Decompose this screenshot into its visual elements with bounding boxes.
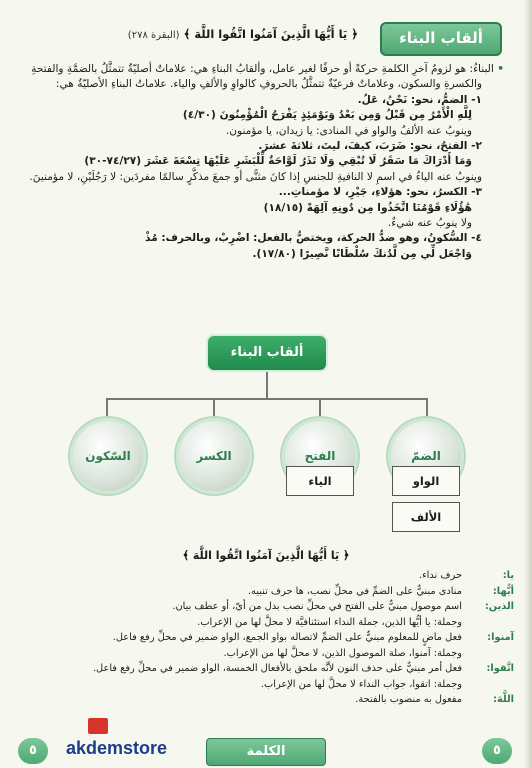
item-1-note: وينوبُ عنه الألفُ والواو في المنادى: يا زيدان، يا مؤمنون. (225, 124, 472, 137)
verse-repeat: ﴿ يَا أَيُّهَا الَّذِينَ آمَنُوا اتَّقُوا اللَّهَ ﴾ (182, 549, 350, 562)
item-3: ٣- الكسرُ، نحو: هؤلاءِ، جَيْرِ، لا مؤمناتِ... (278, 186, 482, 199)
connector (266, 372, 268, 398)
page-number-right: ٥ (482, 738, 512, 764)
branch-fath: الفتح (282, 418, 358, 494)
item-4-quran: وَاجْعَل لِّي مِن لَّدُنكَ سُلْطَانًا نَّصِيرًا (١٧/٨٠). (252, 247, 472, 260)
diagram-root: ألقاب البناء (208, 336, 326, 370)
section-title: ألقاب البناء (380, 22, 502, 56)
i3rab-row: وجملة: يا أيُّها الذين، جملة النداء استئنافيَّة لا محلَّ لها من الإعراب. (197, 616, 462, 628)
store-logo-icon (88, 718, 108, 734)
i3rab-row: الذين: اسم موصول مبنيٌّ على الفتح في محلِّ نصب بدل من أيّ، أو عطف بيان. (172, 601, 514, 612)
footer-label: الكلمة (206, 738, 326, 766)
item-2-note: وينوبُ عنه الياءُ في اسمِ لا النافيةِ للجنسِ إذا كانَ مثنًّى أو جمعَ مذكَّرٍ سالمًا مفردَين: لا رَجُلَيْنِ، لا مؤمنينَ. (29, 170, 482, 183)
connector (426, 398, 428, 418)
verse-text: ﴿ يَا أَيُّهَا الَّذِينَ آمَنُوا اتَّقُوا اللَّهَ ﴾ (183, 27, 358, 41)
page-footer (0, 736, 532, 764)
bullet-icon: • (497, 63, 504, 75)
connector (106, 398, 428, 400)
i3rab-row: اتَّقوا: فعل أمر مبنيٌّ على حذف النون لأنَّه ملحق بالأفعال الخمسة، الواو ضمير في محلِّ رفع فاعل. (92, 663, 514, 674)
item-1-quran: لِلَّهِ الْأَمْرُ مِن قَبْلُ وَمِن بَعْدُ وَيَوْمَئِذٍ يَفْرَحُ الْمُؤْمِنُونَ (٤/٣٠) (182, 109, 472, 122)
connector (213, 398, 215, 418)
i3rab-row: وجملة: اتقوا، جواب النداء لا محلَّ لها من الإعراب. (260, 678, 462, 690)
i3rab-section (18, 568, 514, 708)
item-2-quran: وَمَا أَدْرَاكَ مَا سَقَرُ لَا تُبْقِي وَلَا تَذَرُ لَوَّاحَةٌ لِّلْبَشَرِ عَلَيْهَا تِسْعَةَ عَشَرَ (٧٤/٢٧-٣٠) (84, 155, 472, 168)
concept-diagram (30, 330, 502, 530)
sub-alif: الألف (392, 502, 460, 532)
connector (319, 398, 321, 418)
main-text (24, 62, 504, 262)
item-2: ٢- الفتحُ، نحو: ضَرَبَ، كيفَ، ليتَ، ثلاثةَ عشرَ. (258, 140, 482, 153)
store-logo: akdemstore (66, 738, 168, 758)
i3rab-row: أيُّها: منادى مبنيٌّ على الضمِّ في محلِّ نصب، ها حرف تنبيه. (247, 585, 514, 597)
i3rab-row: يا: حرف نداء. (418, 570, 514, 581)
verse-reference: (البقرة ٢٧٨) (127, 30, 180, 41)
item-4: ٤- السُّكونُ، وهو ضدُّ الحركة، ويختصُّ بالفعل: اضْرِبْ، وبالحرف: مُذْ (145, 232, 482, 245)
connector (106, 398, 108, 418)
i3rab-row: آمنوا: فعل ماضٍ للمعلوم مبنيٌّ على الضمِّ لاتصاله بواو الجمع، الواو ضمير في محلِّ رفع فاعل. (112, 632, 514, 643)
verse-header (18, 27, 358, 41)
intro-line-2: والكسرةِ والسكون، وعلاماتٌ فرعيّةٌ تتمثَّلُ بالحروفِ كالواوِ والألفِ والياء. علاماتُ البناءِ الأصليّةُ هي: (55, 78, 482, 91)
item-3-note: ولا ينوبُ عنه شيءٌ. (387, 217, 472, 230)
sub-waw: الواو (392, 466, 460, 496)
page-edge (524, 0, 532, 768)
item-1: ١- الضمُّ، نحو: نَحْنُ، عَلُ. (357, 93, 482, 106)
intro-line-1: • البناءُ: هو لزومُ آخرِ الكلمةِ حركةً أو حرفًا لغير عامل، وألقابُ البناءِ هي: علاماتٌ أصليّةٌ تتمثَّلُ بالضمَّةِ والفتحةِ (31, 63, 504, 75)
branch-dhamm: الضمّ (388, 418, 464, 494)
item-3-quran: هَٰؤُلَاءِ قَوْمُنَا اتَّخَذُوا مِن دُونِهِ آلِهَةً (١٨/١٥) (263, 201, 472, 214)
page-number-left: ٥ (18, 738, 48, 764)
i3rab-row: وجملة: آمنوا، صلة الموصول الذين، لا محلَّ لها من الإعراب. (223, 647, 462, 659)
i3rab-row: اللَّهَ: مفعول به منصوب بالفتحة. (355, 694, 514, 705)
sub-yaa: الياء (286, 466, 354, 496)
branch-sukun: السّكون (70, 418, 146, 494)
branch-kasr: الكسر (176, 418, 252, 494)
